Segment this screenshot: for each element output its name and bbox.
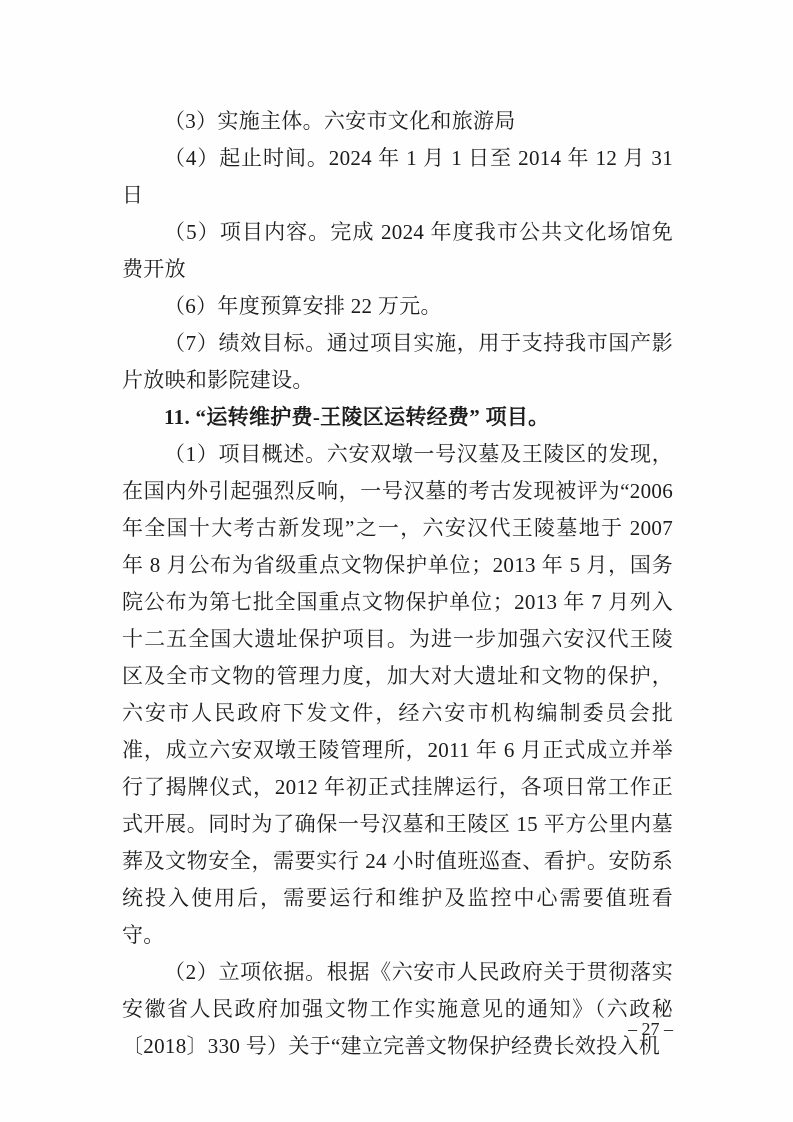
item-4-start-end-time: （4）起止时间。2024 年 1 月 1 日至 2014 年 12 月 31 日 xyxy=(122,146,673,207)
item-3-implementing-entity: （3）实施主体。六安市文化和旅游局 xyxy=(164,109,516,133)
document-body xyxy=(122,103,673,1065)
page-number: – 27 – xyxy=(628,1019,673,1039)
page-footer xyxy=(628,1018,673,1040)
item-1-project-overview: （1）项目概述。六安双墩一号汉墓及王陵区的发现，在国内外引起强烈反响，一号汉墓的考古发现被评为“2006 年全国十大考古新发现”之一，六安汉代王陵墓地于 2007 年 8 月公布为省级重点文物保护单位；2013 年 5 月，国务院公布为第七批全国重点文物保护单位；2013 年 7 月列入十二五全国大遗址保护项目。为进一步加强六安汉代王陵区及全市文物的管理力度，加大对大遗址和文物的保护，六安市人民政府下发文件，经六安市机构编制委员会批准，成立六安双墩王陵管理所，2011 年 6 月正式成立并举行了揭牌仪式，2012 年初正式挂牌运行，各项日常工作正式开展。同时为了确保一号汉墓和王陵区 15 平方公里内墓葬及文物安全，需要实行 24 小时值班巡查、看护。安防系统投入使用后，需要运行和维护及监控中心需要值班看守。 xyxy=(122,442,673,947)
item-6-annual-budget: （6）年度预算安排 22 万元。 xyxy=(164,294,442,318)
section-11-heading: 11. “运转维护费-王陵区运转经费” 项目。 xyxy=(164,405,550,429)
item-7-performance-target: （7）绩效目标。通过项目实施，用于支持我市国产影片放映和影院建设。 xyxy=(122,331,673,392)
item-5-project-content: （5）项目内容。完成 2024 年度我市公共文化场馆免费开放 xyxy=(122,220,673,281)
item-2-project-basis: （2）立项依据。根据《六安市人民政府关于贯彻落实安徽省人民政府加强文物工作实施意见的通知》（六政秘〔2018〕330 号）关于“建立完善文物保护经费长效投入机 xyxy=(122,960,673,1058)
